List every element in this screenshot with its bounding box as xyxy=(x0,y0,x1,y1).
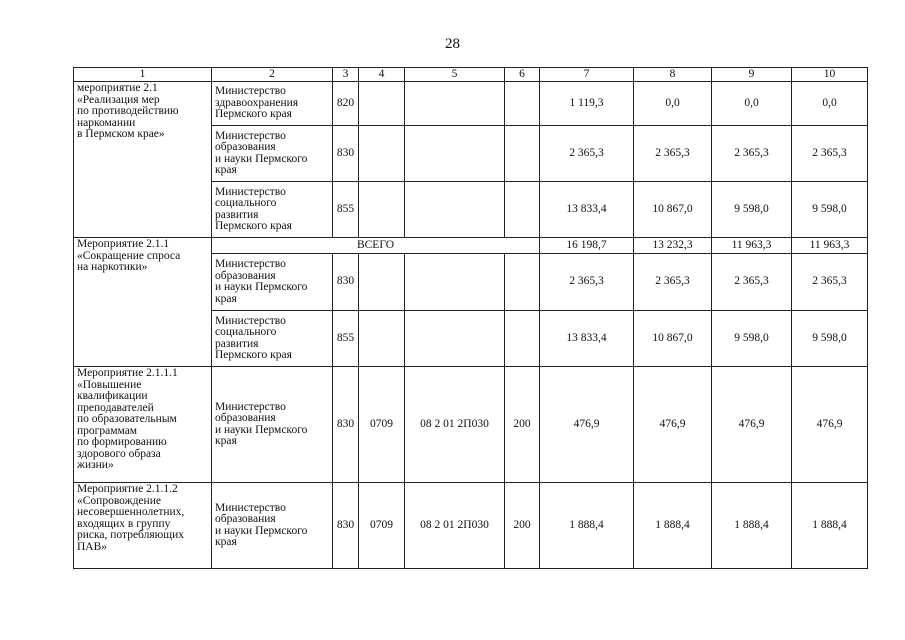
measure-name-line: на наркотики» xyxy=(77,261,148,273)
measure-name xyxy=(74,238,212,367)
organization xyxy=(212,82,333,126)
amount-value: 0,0 xyxy=(712,82,792,126)
section-code: 0709 xyxy=(359,367,405,483)
organization-line: и науки Пермского xyxy=(215,152,308,165)
organization-line: края xyxy=(215,435,237,447)
target-code xyxy=(405,126,505,182)
measure-name-line: входящих в группу xyxy=(77,517,171,530)
amount-value: 10 867,0 xyxy=(634,182,712,238)
target-code: 08 2 01 2П030 xyxy=(405,367,505,483)
measure-name-line: здорового образа xyxy=(77,447,161,460)
amount-value: 1 888,4 xyxy=(634,483,712,569)
ministry-code: 830 xyxy=(333,254,359,311)
measure-name-line: в Пермском крае» xyxy=(77,128,165,140)
column-header: 7 xyxy=(540,68,634,82)
organization-line: Пермского края xyxy=(215,220,292,232)
organization-line: Пермского края xyxy=(215,108,292,121)
amount-value: 1 888,4 xyxy=(712,483,792,569)
total-value: 16 198,7 xyxy=(540,238,634,254)
target-code xyxy=(405,311,505,367)
organization xyxy=(212,367,333,483)
measure-name-line: Мероприятие 2.1.1 xyxy=(77,238,170,250)
amount-value: 1 119,3 xyxy=(540,82,634,126)
amount-value: 9 598,0 xyxy=(792,182,868,238)
amount-value: 2 365,3 xyxy=(792,254,868,311)
organization-line: образования xyxy=(215,141,276,153)
amount-value: 9 598,0 xyxy=(712,311,792,367)
target-code xyxy=(405,182,505,238)
organization-line: развития xyxy=(215,208,259,221)
measure-name-line: ПАВ» xyxy=(77,540,108,553)
organization-line: Министерство xyxy=(215,501,286,514)
column-header: 4 xyxy=(359,68,405,82)
page-number: 28 xyxy=(445,36,460,52)
measure-name-line: «Сокращение спроса xyxy=(77,249,181,262)
column-header: 10 xyxy=(792,68,868,82)
organization-line: края xyxy=(215,164,237,176)
section-code: 0709 xyxy=(359,483,405,569)
organization-line: Пермского края xyxy=(215,349,292,361)
organization-line: Министерство xyxy=(215,258,286,270)
amount-value: 13 833,4 xyxy=(540,182,634,238)
measure-name-line: Мероприятие 2.1.1.2 xyxy=(77,483,178,495)
measure-name-line: несовершеннолетних, xyxy=(77,506,185,518)
expense-type-code: 200 xyxy=(505,483,540,569)
amount-value: 1 888,4 xyxy=(792,483,868,569)
measure-name-line: Мероприятие 2.1.1.1 xyxy=(77,367,178,379)
organization xyxy=(212,182,333,238)
organization-line: и науки Пермского xyxy=(215,524,308,537)
ministry-code: 820 xyxy=(333,82,359,126)
organization-line: развития xyxy=(215,337,259,350)
column-header: 9 xyxy=(712,68,792,82)
column-header: 1 xyxy=(74,68,212,82)
measure-name xyxy=(74,483,212,569)
target-code xyxy=(405,254,505,311)
section-code xyxy=(359,82,405,126)
measure-name-line: жизни» xyxy=(77,459,114,471)
organization-line: Министерство xyxy=(215,85,286,98)
organization-line: Министерство xyxy=(215,129,286,142)
measure-name-line: риска, потребляющих xyxy=(77,529,184,541)
ministry-code: 830 xyxy=(333,126,359,182)
table-row xyxy=(74,82,868,126)
section-code xyxy=(359,311,405,367)
amount-value: 476,9 xyxy=(540,367,634,483)
measure-name-line: мероприятие 2.1 xyxy=(77,82,158,94)
amount-value: 2 365,3 xyxy=(792,126,868,182)
table-header-row xyxy=(74,68,868,82)
amount-value: 0,0 xyxy=(792,82,868,126)
total-value: 13 232,3 xyxy=(634,238,712,254)
target-code xyxy=(405,82,505,126)
organization-line: и науки Пермского xyxy=(215,423,308,436)
expense-type-code xyxy=(505,126,540,182)
organization-line: образования xyxy=(215,269,276,282)
amount-value: 2 365,3 xyxy=(712,126,792,182)
table-row xyxy=(74,483,868,569)
measure-name-line: по образовательным xyxy=(77,413,177,425)
column-header: 2 xyxy=(212,68,333,82)
organization-line: социального xyxy=(215,326,277,338)
amount-value: 0,0 xyxy=(634,82,712,126)
measure-name xyxy=(74,367,212,483)
amount-value: 9 598,0 xyxy=(712,182,792,238)
organization xyxy=(212,126,333,182)
expense-type-code xyxy=(505,182,540,238)
organization-line: края xyxy=(215,292,237,305)
expense-type-code xyxy=(505,254,540,311)
column-header: 3 xyxy=(333,68,359,82)
ministry-code: 830 xyxy=(333,483,359,569)
total-label: ВСЕГО xyxy=(212,238,540,254)
amount-value: 476,9 xyxy=(792,367,868,483)
measure-name-line: «Реализация мер xyxy=(77,93,160,106)
ministry-code: 855 xyxy=(333,182,359,238)
total-value: 11 963,3 xyxy=(712,238,792,254)
organization-line: Министерство xyxy=(215,185,286,198)
measure-name-line: «Сопровождение xyxy=(77,494,161,507)
organization-line: и науки Пермского xyxy=(215,281,308,293)
amount-value: 2 365,3 xyxy=(712,254,792,311)
amount-value: 9 598,0 xyxy=(792,311,868,367)
measure-name-line: преподавателей xyxy=(77,401,154,414)
amount-value: 2 365,3 xyxy=(540,126,634,182)
amount-value: 476,9 xyxy=(712,367,792,483)
amount-value: 10 867,0 xyxy=(634,311,712,367)
organization-line: Министерство xyxy=(215,400,286,413)
section-code xyxy=(359,182,405,238)
amount-value: 2 365,3 xyxy=(540,254,634,311)
amount-value: 2 365,3 xyxy=(634,126,712,182)
column-header: 6 xyxy=(505,68,540,82)
budget-table xyxy=(73,67,868,569)
organization-line: социального xyxy=(215,197,277,209)
measure-name-line: программам xyxy=(77,424,138,437)
organization-line: образования xyxy=(215,412,276,424)
amount-value: 1 888,4 xyxy=(540,483,634,569)
measure-name-line: по противодействию xyxy=(77,105,179,117)
amount-value: 476,9 xyxy=(634,367,712,483)
column-header: 5 xyxy=(405,68,505,82)
measure-name-line: квалификации xyxy=(77,390,148,402)
organization-line: края xyxy=(215,536,237,548)
column-header: 8 xyxy=(634,68,712,82)
section-code xyxy=(359,254,405,311)
measure-name-line: по формированию xyxy=(77,436,167,448)
expense-type-code xyxy=(505,311,540,367)
amount-value: 2 365,3 xyxy=(634,254,712,311)
ministry-code: 855 xyxy=(333,311,359,367)
amount-value: 13 833,4 xyxy=(540,311,634,367)
organization-line: образования xyxy=(215,513,276,525)
table-row xyxy=(74,367,868,483)
organization xyxy=(212,254,333,311)
target-code: 08 2 01 2П030 xyxy=(405,483,505,569)
organization-line: здравоохранения xyxy=(215,96,299,109)
organization xyxy=(212,311,333,367)
organization-line: Министерство xyxy=(215,314,286,327)
ministry-code: 830 xyxy=(333,367,359,483)
expense-type-code: 200 xyxy=(505,367,540,483)
section-code xyxy=(359,126,405,182)
expense-type-code xyxy=(505,82,540,126)
total-value: 11 963,3 xyxy=(792,238,868,254)
total-row xyxy=(74,238,868,254)
measure-name-line: наркомании xyxy=(77,116,136,129)
organization xyxy=(212,483,333,569)
measure-name xyxy=(74,82,212,238)
measure-name-line: «Повышение xyxy=(77,378,142,391)
